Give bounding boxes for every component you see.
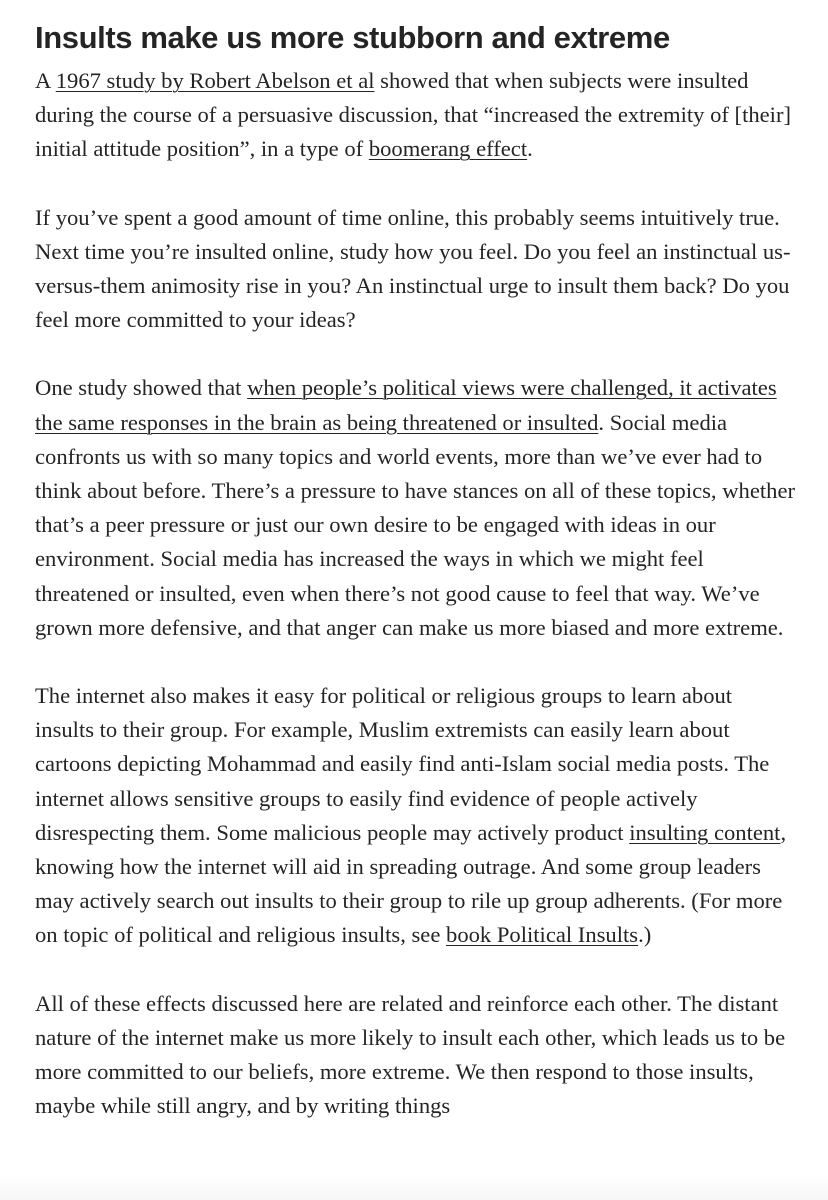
paragraph-text: All of these effects discussed here are related and reinforce each other. The distant nature of the internet make us more likely to insult each other, which leads us to be more committed to our beliefs, more extreme. We then respond to those insults, maybe while still angry, and by writing things [35, 990, 786, 1119]
boomerang-effect-link[interactable]: boomerang effect [368, 136, 528, 162]
paragraph-2 [35, 201, 795, 338]
paragraph-1 [35, 64, 795, 167]
paragraph-3 [35, 371, 795, 645]
bottom-fade [0, 1176, 828, 1200]
paragraph-text: showed that when subjects were insulted during the course of a persuasive discussion, that “increased the extremity of [their] initial attitude position”, in a type of [35, 68, 792, 162]
article-body [35, 16, 795, 1157]
section-heading: Insults make us more stubborn and extreme [35, 20, 670, 55]
insulting-content-link[interactable]: insulting content [629, 819, 781, 845]
paragraph-text: If you’ve spent a good amount of time online, this probably seems intuitively true. Next time you’re insulted online, study how you feel. Do you feel an instinctual us-versus-them animosity rise in you? An instinctual urge to insult them back? Do you feel more committed to your ideas? [35, 204, 791, 333]
paragraph-text: The internet also makes it easy for political or religious groups to learn about insults to their group. For example, Muslim extremists can easily learn about cartoons depicting Mohammad and easily find anti-Islam social media posts. The internet allows sensitive groups to easily find evidence of people actively disrespecting them. Some malicious people may actively product [35, 683, 770, 845]
paragraph-5 [35, 987, 795, 1124]
paragraph-text: . Social media confronts us with so many topics and world events, more than we’ve ever had to think about before. There’s a pressure to have stances on all of these topics, whether that’s a peer pressure or just our own desire to be engaged with ideas in our environment. Social media has increased the ways in which we might feel threatened or insulted, even when there’s not good cause to feel that way. We’ve grown more defensive, and that anger can make us more biased and more extreme. [35, 409, 795, 640]
political-insults-book-link[interactable]: book Political Insults [446, 922, 639, 948]
paragraph-text: .) [638, 922, 652, 948]
abelson-study-link[interactable]: 1967 study by Robert Abelson et al [55, 68, 375, 93]
paragraph-text: A [35, 68, 56, 93]
paragraph-text: . [527, 136, 533, 162]
paragraph-4 [35, 679, 795, 953]
paragraph-text: , knowing how the internet will aid in spreading outrage. And some group leaders may actively search out insults to their group to rile up group adherents. (For more on topic of political and religious insults, see [35, 819, 787, 948]
paragraph-text: One study showed that [35, 375, 248, 401]
political-views-study-link[interactable]: when people’s political views were challenged, it activates the same responses in the brain as being threatened or insulted [35, 375, 777, 435]
